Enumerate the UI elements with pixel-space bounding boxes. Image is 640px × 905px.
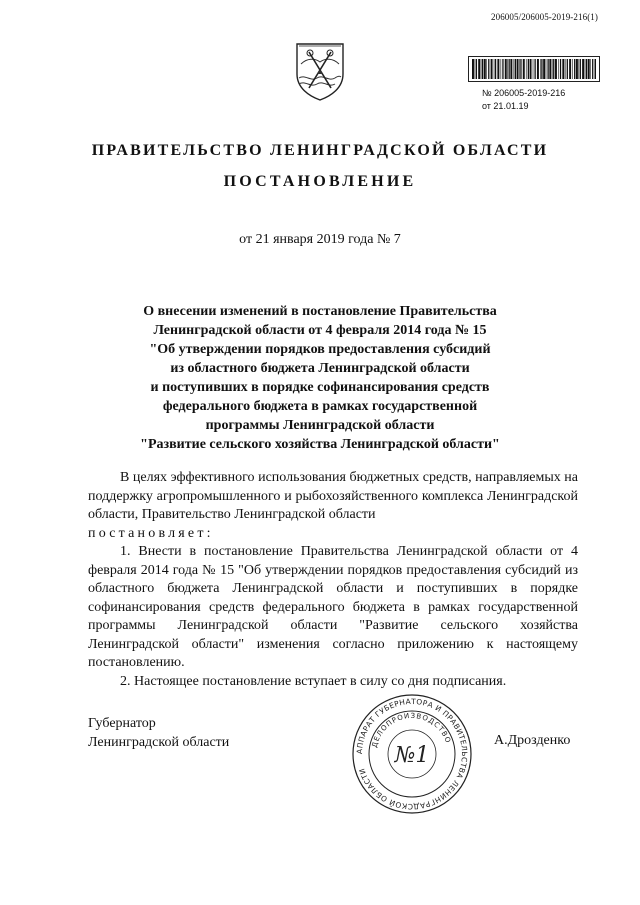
heading-line: федерального бюджета в рамках государственной xyxy=(162,399,478,414)
resolves-word: постановляет: xyxy=(88,525,214,541)
document-date-line: от 21 января 2019 года № 7 xyxy=(239,232,401,247)
stamp-inner-text: ДЕЛОПРОИЗВОДСТВО xyxy=(370,711,453,749)
resolution-heading xyxy=(100,302,540,454)
heading-line: из областного бюджета Ленинградской области xyxy=(170,361,470,376)
document-body xyxy=(88,469,578,691)
government-title: ПРАВИТЕЛЬСТВО ЛЕНИНГРАДСКОЙ ОБЛАСТИ xyxy=(91,142,549,159)
signatory-name: А.Дрозденко xyxy=(494,733,571,748)
signatory-position xyxy=(88,714,229,752)
barcode-icon xyxy=(468,56,600,82)
document-reference-code: 206005/206005-2019-216(1) xyxy=(491,12,598,22)
stamp-number: №1 xyxy=(394,743,430,768)
heading-line: и поступивших в порядке софинансирования средств xyxy=(150,380,490,395)
heading-line: "Об утверждении порядков предоставления субсидий xyxy=(149,342,491,357)
signatory-position-line-2: Ленинградской области xyxy=(88,735,230,750)
registration-date: от 21.01.19 xyxy=(482,101,529,111)
heading-line: О внесении изменений в постановление Правительства xyxy=(143,304,497,319)
preamble-paragraph: В целях эффективного использования бюджетных средств, направляемых на поддержку агропромышленного и рыбохозяйственного комплекса Ленинградской области, Правительство Ленинградской области xyxy=(88,470,578,522)
stamp-outer-text: АППАРАТ ГУБЕРНАТОРА И ПРАВИТЕЛЬСТВА ЛЕНИНГРАДСКОЙ ОБЛАСТИ xyxy=(354,696,470,812)
round-seal-icon xyxy=(350,692,474,816)
registration-number: № 206005-2019-216 xyxy=(482,88,566,98)
heading-line: "Развитие сельского хозяйства Ленинградской области" xyxy=(140,437,500,452)
leningrad-oblast-coat-of-arms-icon xyxy=(293,38,347,102)
item-1-paragraph: 1. Внести в постановление Правительства Ленинградской области от 4 февраля 2014 года № 15 "Об утверждении порядков предоставления субсидий из областного бюджета Ленинградской области и поступивших в порядке софинансирования средств федерального бюджета в рамках государственной программы Ленинградской области "Развитие сельского хозяйства Ленинградской области" изменения согласно приложению к настоящему постановлению. xyxy=(88,544,578,670)
document-type: ПОСТАНОВЛЕНИЕ xyxy=(223,173,417,190)
item-2-paragraph: 2. Настоящее постановление вступает в силу со дня подписания. xyxy=(120,673,507,689)
heading-line: программы Ленинградской области xyxy=(205,418,435,433)
signatory-position-line-1: Губернатор xyxy=(88,716,156,731)
heading-line: Ленинградской области от 4 февраля 2014 года № 15 xyxy=(153,323,487,338)
